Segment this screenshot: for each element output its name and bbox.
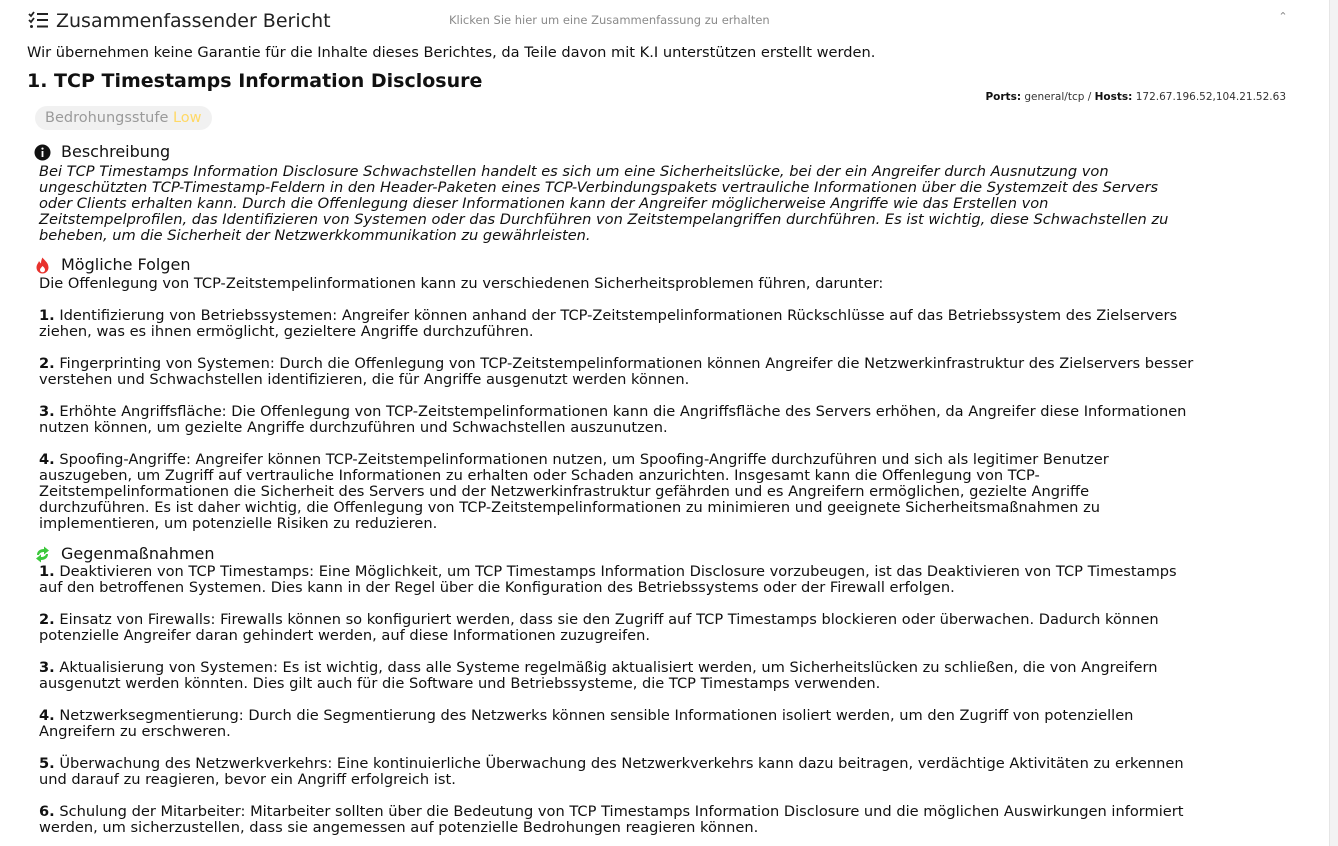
countermeasure-item-4 xyxy=(39,708,1289,740)
item-text: Erhöhte Angriffsfläche: Die Offenlegung von TCP-Zeitstempelinformationen kann die Angriffsfläche des Servers erhöhen, da Angreifer diese Informationen xyxy=(59,403,1187,420)
hosts-value: 172.67.196.52,104.21.52.63 xyxy=(1135,91,1286,103)
description-text xyxy=(39,164,1289,244)
item-text: Deaktivieren von TCP Timestamps: Eine Möglichkeit, um TCP Timestamps Information Disclosure vorzubeugen, ist das Deaktivieren von TCP Timestamps xyxy=(59,563,1177,580)
checklist-icon xyxy=(28,11,48,29)
item-text: auszugeben, um Zugriff auf vertrauliche Informationen zu erhalten oder Schaden anzurichten. Insgesamt kann die Offenlegung von TCP- xyxy=(39,467,1040,484)
info-circle-icon xyxy=(34,144,51,161)
chevron-up-icon[interactable]: ⌃ xyxy=(1278,10,1288,23)
ports-hosts-info xyxy=(985,90,1286,104)
item-number: 4. xyxy=(39,707,55,724)
threat-level-badge xyxy=(35,106,212,130)
item-text: und darauf zu reagieren, bevor ein Angriff erfolgreich ist. xyxy=(39,771,456,788)
consequence-item-3 xyxy=(39,404,1289,436)
countermeasure-item-2 xyxy=(39,612,1289,644)
threat-level-value: Low xyxy=(172,110,202,126)
description-line: oder Clients erhalten kann. Durch die Offenlegung dieser Informationen kann der Angreifer möglicherweise Angriffe wie das Erstellen von xyxy=(39,195,1049,212)
item-text: ausgenutzt werden könnten. Dies gilt auch für die Software und Betriebssysteme, die TCP Timestamps verwenden. xyxy=(39,675,881,692)
countermeasures-heading-label: Gegenmaßnahmen xyxy=(61,544,215,563)
finding-title: 1. TCP Timestamps Information Disclosure xyxy=(27,70,483,92)
item-text: Einsatz von Firewalls: Firewalls können so konfiguriert werden, dass sie den Zugriff auf TCP Timestamps blockieren oder überwachen. Dadurch können xyxy=(59,611,1159,628)
consequence-item-4 xyxy=(39,452,1289,532)
item-text: implementieren, um potenzielle Risiken zu reduzieren. xyxy=(39,515,438,532)
item-text: werden, um sicherzustellen, dass sie angemessen auf potenzielle Bedrohungen reagieren können. xyxy=(39,819,759,836)
item-text: Überwachung des Netzwerkverkehrs: Eine kontinuierliche Überwachung des Netzwerkverkehrs kann dazu beitragen, verdächtige Aktivitäten zu erkennen xyxy=(59,755,1184,772)
item-text: auf den betroffenen Systemen. Dies kann in der Regel über die Konfiguration des Betriebssystems oder der Firewall erfolgen. xyxy=(39,579,955,596)
description-line: Zeitstempelprofilen, das Identifizieren von Systemen oder das Durchführen von Zeitstempelangriffen durchführen. Es ist wichtig, diese Schwachstellen zu xyxy=(39,211,1169,228)
disclaimer-text: Wir übernehmen keine Garantie für die Inhalte dieses Berichtes, da Teile davon mit K.I unterstützen erstellt werden. xyxy=(27,44,876,61)
item-text: Zeitstempelinformationen die Sicherheit des Servers und der Netzwerkinfrastruktur gefährden und es Angreifern ermöglichen, gezielte Angriffe xyxy=(39,483,1090,500)
hosts-label: Hosts: xyxy=(1094,91,1133,103)
consequences-intro-text: Die Offenlegung von TCP-Zeitstempelinformationen kann zu verschiedenen Sicherheitsproblemen führen, darunter: xyxy=(39,275,884,292)
item-text: durchzuführen. Es ist daher wichtig, die Offenlegung von TCP-Zeitstempelinformationen zu minimieren und geeignete Sicherheitsmaßnahmen zu xyxy=(39,499,1100,516)
item-text: Netzwerksegmentierung: Durch die Segmentierung des Netzwerks können sensible Informationen isoliert werden, um den Zugriff von potenziellen xyxy=(59,707,1134,724)
threat-label: Bedrohungsstufe xyxy=(45,110,169,126)
description-line: ungeschützten TCP-Timestamp-Feldern in den Header-Paketen eines TCP-Verbindungspakets vertrauliche Informationen über die Systemzeit des Servers xyxy=(39,179,1159,196)
countermeasure-item-5 xyxy=(39,756,1289,788)
page-scrollbar[interactable] xyxy=(1329,0,1338,846)
item-number: 1. xyxy=(39,563,55,580)
item-text: verstehen und Schwachstellen identifizieren, die für Angriffe ausgenutzt werden können. xyxy=(39,371,690,388)
meta-separator: / xyxy=(1087,91,1092,103)
description-line: beheben, um die Sicherheit der Netzwerkkommunikation zu gewährleisten. xyxy=(39,227,591,244)
consequences-intro xyxy=(39,276,1289,292)
description-line: Bei TCP Timestamps Information Disclosure Schwachstellen handelt es sich um eine Sicherheitslücke, bei der ein Angreifer durch Ausnutzung von xyxy=(39,163,1109,180)
item-text: Spoofing-Angriffe: Angreifer können TCP-Zeitstempelinformationen nutzen, um Spoofing-Angriffe durchzuführen und sich als legitimer Benutzer xyxy=(59,451,1109,468)
item-text: Angreifern zu erschweren. xyxy=(39,723,231,740)
item-text: Aktualisierung von Systemen: Es ist wichtig, dass alle Systeme regelmäßig aktualisiert werden, um Sicherheitslücken zu schließen, die von Angreifern xyxy=(59,659,1158,676)
item-number: 5. xyxy=(39,755,55,772)
item-number: 2. xyxy=(39,355,55,372)
item-text: Schulung der Mitarbeiter: Mitarbeiter sollten über die Bedeutung von TCP Timestamps Information Disclosure und die möglichen Auswirkungen informiert xyxy=(59,803,1184,820)
item-text: nutzen können, um gezielte Angriffe durchzuführen und Schwachstellen auszunutzen. xyxy=(39,419,668,436)
countermeasure-item-3 xyxy=(39,660,1289,692)
consequence-item-1 xyxy=(39,308,1289,340)
ports-label: Ports: xyxy=(985,91,1022,103)
fire-icon xyxy=(34,257,51,274)
ports-value: general/tcp xyxy=(1024,91,1085,103)
item-text: Fingerprinting von Systemen: Durch die Offenlegung von TCP-Zeitstempelinformationen können Angreifer die Netzwerkinfrastruktur des Zielservers besser xyxy=(59,355,1194,372)
item-text: potenzielle Angreifer daran gehindert werden, auf diese Informationen zuzugreifen. xyxy=(39,627,651,644)
item-number: 3. xyxy=(39,403,55,420)
description-heading-label: Beschreibung xyxy=(61,142,171,161)
summary-report-header[interactable] xyxy=(28,8,1290,34)
summary-hint-link[interactable]: Klicken Sie hier um eine Zusammenfassung zu erhalten xyxy=(449,13,770,27)
refresh-arrows-icon xyxy=(34,546,51,563)
consequences-heading-label: Mögliche Folgen xyxy=(61,255,191,274)
consequence-item-2 xyxy=(39,356,1289,388)
item-number: 1. xyxy=(39,307,55,324)
summary-report-title: Zusammenfassender Bericht xyxy=(56,10,331,32)
countermeasure-item-1 xyxy=(39,564,1289,596)
item-text: ziehen, was es ihnen ermöglicht, gezieltere Angriffe durchzuführen. xyxy=(39,323,534,340)
countermeasure-item-6 xyxy=(39,804,1289,836)
item-number: 4. xyxy=(39,451,55,468)
item-text: Identifizierung von Betriebssystemen: Angreifer können anhand der TCP-Zeitstempelinformationen Rückschlüsse auf das Betriebssystem des Zielservers xyxy=(59,307,1178,324)
item-number: 6. xyxy=(39,803,55,820)
item-number: 2. xyxy=(39,611,55,628)
item-number: 3. xyxy=(39,659,55,676)
